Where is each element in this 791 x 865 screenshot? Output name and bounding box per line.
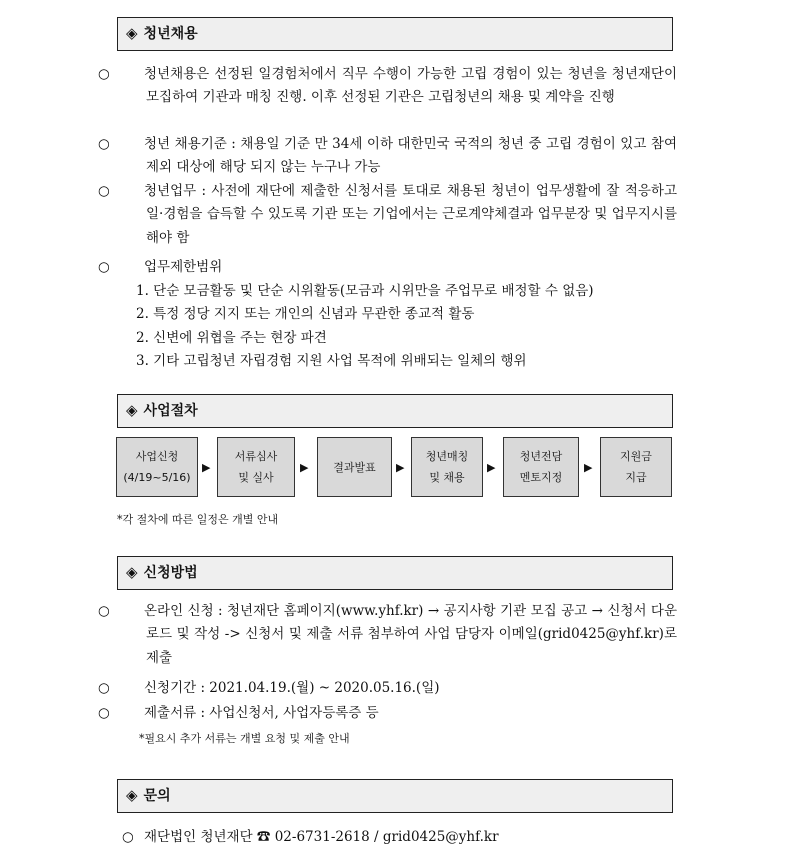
- circle-bullet-icon: ○: [98, 183, 110, 199]
- arrow-right-icon: ▶: [487, 461, 496, 474]
- diamond-icon: ◈: [126, 401, 138, 419]
- arrow-right-icon: ▶: [300, 461, 309, 474]
- process-note: *각 절차에 따른 일정은 개별 안내: [117, 513, 279, 526]
- process-step-1: 사업신청 (4/19~5/16): [116, 437, 198, 497]
- apply-paragraph-1: ○ 온라인 신청 : 청년재단 홈페이지(www.yhf.kr) → 공지사항 기관 모집 공고 → 신청서 다운로드 및 작성 -> 신청서 및 제출 서류 첨부하여 사업 담당자 이메일(grid0425@yhf.kr)로 제출: [122, 600, 677, 670]
- contact-org: 재단법인 청년재단: [144, 829, 253, 845]
- arrow-right-icon: ▶: [202, 461, 211, 474]
- diamond-icon: ◈: [126, 786, 138, 804]
- restriction-item-3: 2. 신변에 위협을 주는 현장 파견: [136, 330, 327, 346]
- apply-paragraph-2: ○ 신청기간 : 2021.04.19.(월) ~ 2020.05.16.(일): [122, 677, 677, 700]
- process-step-5: 청년전담 멘토지정: [503, 437, 579, 497]
- circle-bullet-icon: ○: [98, 259, 110, 275]
- section-title: 청년채용: [143, 26, 198, 42]
- diamond-icon: ◈: [126, 24, 138, 42]
- section-title: 문의: [143, 788, 171, 804]
- arrow-right-icon: ▶: [396, 461, 405, 474]
- process-step-3: 결과발표: [317, 437, 392, 497]
- contact-phone: 02-6731-2618: [274, 829, 370, 845]
- circle-bullet-icon: ○: [98, 66, 110, 82]
- circle-bullet-icon: ○: [122, 829, 134, 845]
- hire-paragraph-2: ○ 청년 채용기준 : 채용일 기준 만 34세 이하 대한민국 국적의 청년 중 고립 경험이 있고 참여 제외 대상에 해당 되지 않는 누구나 가능: [122, 133, 677, 180]
- restriction-item-2: 2. 특정 정당 지지 또는 개인의 신념과 무관한 종교적 활동: [136, 306, 475, 322]
- process-step-4: 청년매칭 및 채용: [411, 437, 483, 497]
- apply-paragraph-3: ○ 제출서류 : 사업신청서, 사업자등록증 등: [122, 702, 677, 725]
- section-title: 신청방법: [143, 565, 198, 581]
- section-title: 사업절차: [143, 403, 198, 419]
- apply-note: *필요시 추가 서류는 개별 요청 및 제출 안내: [139, 732, 350, 745]
- contact-email: grid0425@yhf.kr: [382, 829, 499, 845]
- circle-bullet-icon: ○: [98, 136, 110, 152]
- section-header-process: [117, 394, 673, 428]
- phone-icon: ☎: [256, 829, 271, 845]
- section-header-hire: [117, 17, 673, 51]
- contact-line: [122, 826, 677, 849]
- restriction-item-1: 1. 단순 모금활동 및 단순 시위활동(모금과 시위만을 주업무로 배정할 수 없음): [136, 283, 594, 299]
- restriction-item-4: 3. 기타 고립청년 자립경험 지원 사업 목적에 위배되는 일체의 행위: [136, 353, 527, 369]
- circle-bullet-icon: ○: [98, 680, 110, 696]
- circle-bullet-icon: ○: [98, 705, 110, 721]
- arrow-right-icon: ▶: [584, 461, 593, 474]
- process-step-2: 서류심사 및 실사: [217, 437, 295, 497]
- section-header-apply: [117, 556, 673, 590]
- hire-paragraph-3: ○ 청년업무 : 사전에 재단에 제출한 신청서를 토대로 채용된 청년이 업무생활에 잘 적응하고 일·경험을 습득할 수 있도록 기관 또는 기업에서는 근로계약체결과 업무분장 및 업무지시를 해야 함: [122, 180, 677, 250]
- diamond-icon: ◈: [126, 563, 138, 581]
- hire-paragraph-4: ○ 업무제한범위: [122, 256, 677, 279]
- section-header-contact: [117, 779, 673, 813]
- circle-bullet-icon: ○: [98, 603, 110, 619]
- process-step-6: 지원금 지급: [600, 437, 672, 497]
- contact-separator: /: [374, 829, 379, 845]
- hire-paragraph-1: ○ 청년채용은 선정된 일경험처에서 직무 수행이 가능한 고립 경험이 있는 청년을 청년재단이 모집하여 기관과 매칭 진행. 이후 선정된 기관은 고립청년의 채용 및 계약을 진행: [122, 63, 677, 110]
